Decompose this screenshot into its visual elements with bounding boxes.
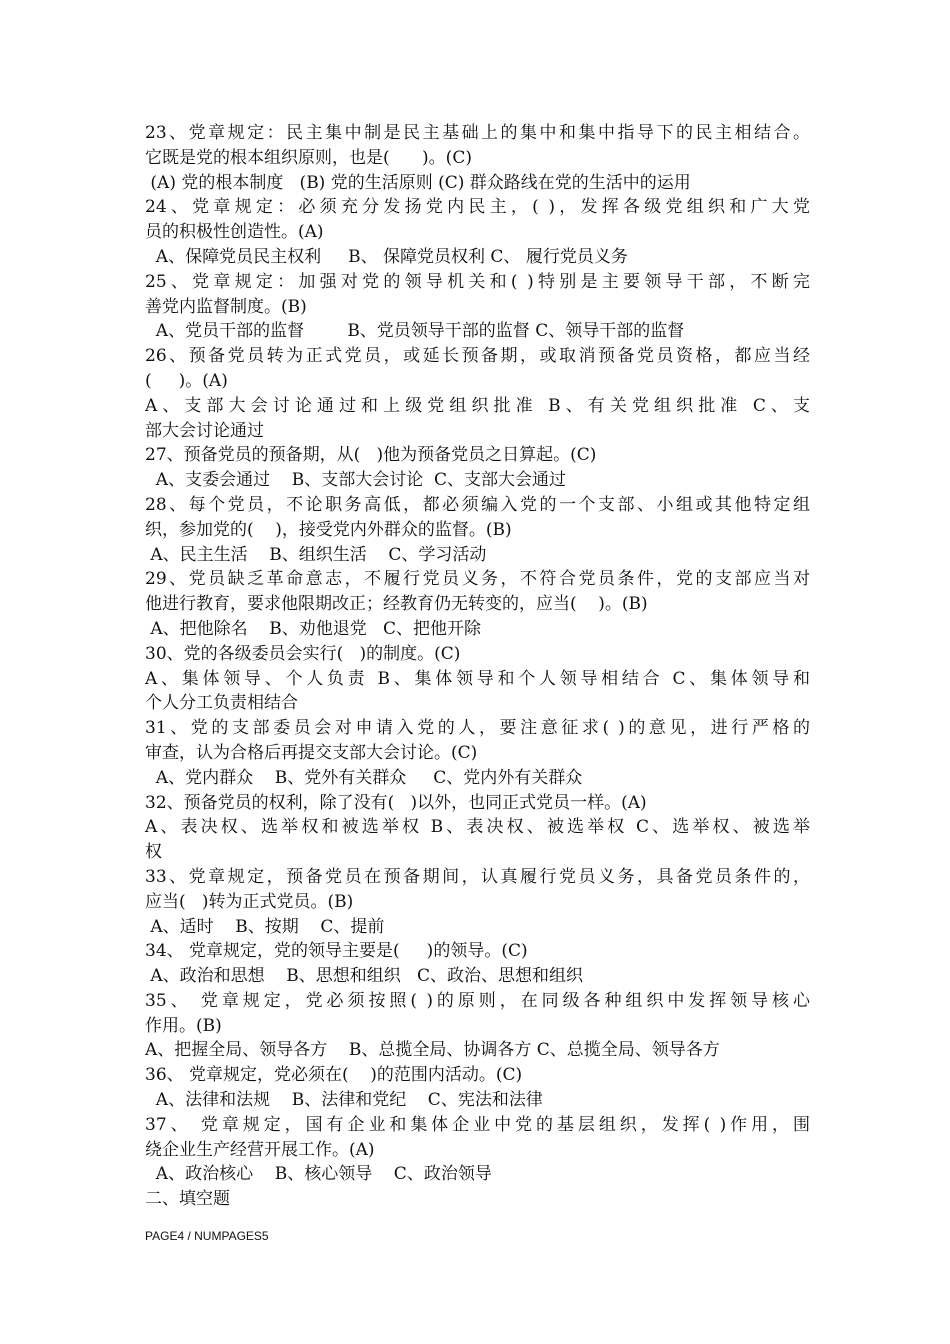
text-line: 员的积极性创造性。(A) <box>145 222 324 243</box>
text-line: 审查，认为合格后再提交支部大会讨论。(C) <box>145 742 478 763</box>
text-line: ( )。(A) <box>145 370 228 391</box>
text-line: 31、党的支部委员会对申请入党的人，要注意征求( )的意见，进行严格的 <box>145 718 810 739</box>
text-line: 27、预备党员的预备期，从( )他为预备党员之日算起。(C) <box>145 445 597 466</box>
text-line: 30、党的各级委员会实行( )的制度。(C) <box>145 643 461 664</box>
text-line: (A) 党的根本制度 (B) 党的生活原则 (C) 群众路线在党的生活中的运用 <box>145 172 691 193</box>
text-line: 织，参加党的( )，接受党内外群众的监督。(B) <box>145 519 512 540</box>
text-line: 权 <box>145 842 162 863</box>
text-line: 34、 党章规定，党的领导主要是( )的领导。(C) <box>145 941 528 962</box>
text-line: 23、党章规定：民主集中制是民主基础上的集中和集中指导下的民主相结合。 <box>145 123 810 143</box>
text-line: 个人分工负责相结合 <box>145 693 298 714</box>
text-line: 作用。(B) <box>145 1015 222 1036</box>
text-line: A、党员干部的监督 B、党员领导干部的监督 C、领导干部的监督 <box>145 321 685 342</box>
text-line: 部大会讨论通过 <box>145 420 264 441</box>
text-line: 37、 党章规定，国有企业和集体企业中党的基层组织，发挥( )作用，围 <box>145 1114 810 1135</box>
document-body <box>145 121 810 1212</box>
text-line: 善党内监督制度。(B) <box>145 296 307 317</box>
text-line: A、支委会通过 B、支部大会讨论 C、支部大会通过 <box>145 470 567 491</box>
text-line: 29、党员缺乏革命意志，不履行党员义务，不符合党员条件，党的支部应当对 <box>145 569 810 590</box>
text-line: 33、党章规定，预备党员在预备期间，认真履行党员义务，具备党员条件的， <box>145 866 810 887</box>
text-line: 他进行教育，要求他限期改正；经教育仍无转变的，应当( )。(B) <box>145 594 648 615</box>
text-line: A、民主生活 B、组织生活 C、学习活动 <box>145 544 487 565</box>
text-line: 26、预备党员转为正式党员，或延长预备期，或取消预备党员资格，都应当经 <box>145 346 810 367</box>
text-line: 绕企业生产经营开展工作。(A) <box>145 1139 375 1160</box>
text-line: 32、预备党员的权利，除了没有( )以外，也同正式党员一样。(A) <box>145 792 647 813</box>
page-footer: PAGE4 / NUMPAGES5 <box>145 1229 269 1243</box>
text-line: A、把握全局、领导各方 B、总揽全局、协调各方 C、总揽全局、领导各方 <box>145 1040 720 1061</box>
text-line: A、保障党员民主权利 B、 保障党员权利 C、 履行党员义务 <box>145 246 628 267</box>
text-line: 应当( )转为正式党员。(B) <box>145 891 354 912</box>
text-line: 35、 党章规定，党必须按照( )的原则，在同级各种组织中发挥领导核心 <box>145 990 810 1011</box>
text-line: 25、党章规定：加强对党的领导机关和( )特别是主要领导干部，不断完 <box>145 271 810 292</box>
text-line: A、表决权、选举权和被选举权 B、表决权、被选举权 C、选举权、被选举 <box>145 817 810 838</box>
text-line: A、政治和思想 B、思想和组织 C、政治、思想和组织 <box>145 966 584 987</box>
text-line: A、支部大会讨论通过和上级党组织批准 B、有关党组织批准 C、支 <box>145 395 810 416</box>
text-line: 28、每个党员，不论职务高低，都必须编入党的一个支部、小组或其他特定组 <box>145 494 810 515</box>
text-line: A、政治核心 B、核心领导 C、政治领导 <box>145 1164 492 1185</box>
text-line: A、适时 B、按期 C、提前 <box>145 916 385 937</box>
text-line: 24、党章规定：必须充分发扬党内民主，( )，发挥各级党组织和广大党 <box>145 197 810 218</box>
text-line: A、集体领导、个人负责 B、集体领导和个人领导相结合 C、集体领导和 <box>145 668 810 689</box>
text-line: 二、填空题 <box>145 1189 230 1210</box>
text-line: A、党内群众 B、党外有关群众 C、党内外有关群众 <box>145 767 583 788</box>
text-line: A、法律和法规 B、法律和党纪 C、宪法和法律 <box>145 1090 543 1111</box>
text-line: 36、 党章规定，党必须在( )的范围内活动。(C) <box>145 1065 523 1086</box>
text-line: A、把他除名 B、劝他退党 C、把他开除 <box>145 618 482 639</box>
text-line: 它既是党的根本组织原则，也是( )。(C) <box>145 147 472 168</box>
